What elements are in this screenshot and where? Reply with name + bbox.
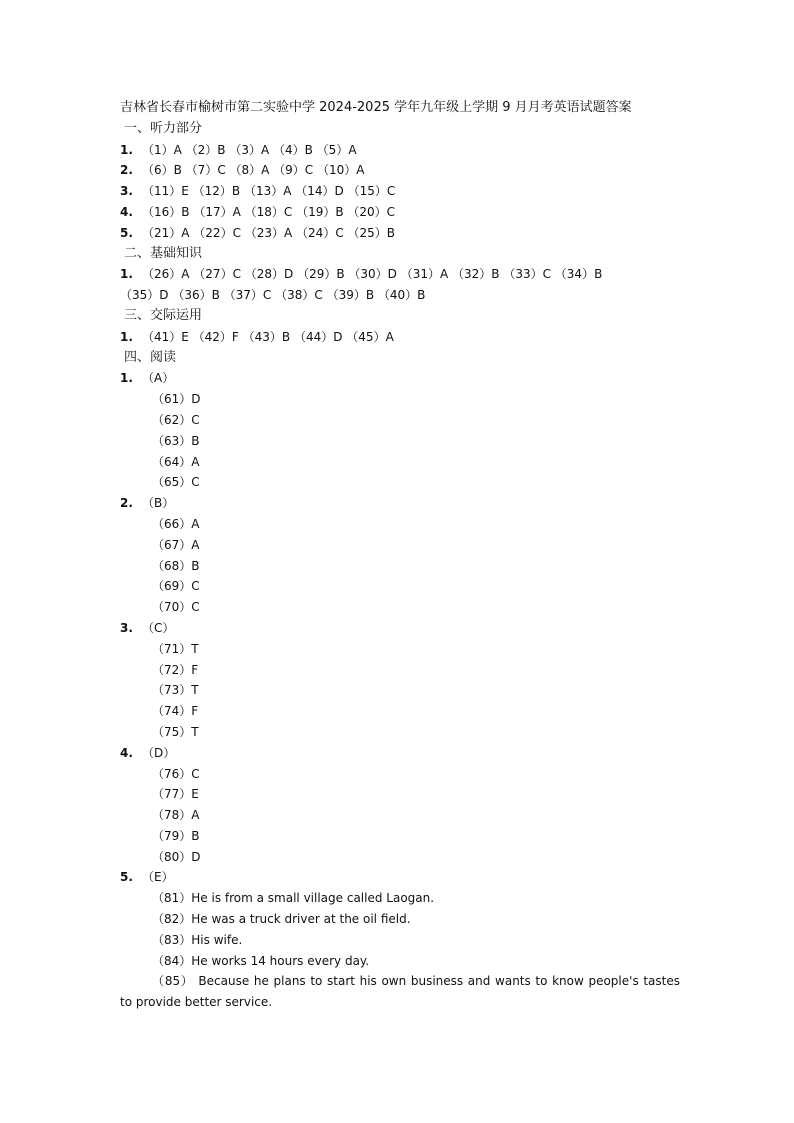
listening-row	[120, 181, 680, 202]
section-heading-communication: 三、交际运用	[124, 307, 203, 323]
reading-answer: （67）A	[152, 537, 200, 552]
answers-text: （16）B （17）A （18）C （19）B （20）C	[142, 204, 396, 219]
reading-answer: （76）C	[152, 766, 200, 781]
group-label: （A）	[142, 371, 175, 386]
reading-answer-long	[120, 971, 680, 1013]
listening-row	[120, 223, 680, 244]
row-number: 1.	[120, 142, 133, 157]
row-number: 4.	[120, 204, 133, 219]
section-heading-reading: 四、阅读	[124, 349, 177, 365]
reading-answer-text: （85） Because he plans to start his own business and wants to know people's tastes to provide better service.	[120, 974, 680, 1010]
reading-answer: （73）T	[152, 683, 199, 698]
reading-answer: （71）T	[152, 641, 199, 656]
row-number: 5.	[120, 870, 133, 885]
section-heading-listening: 一、听力部分	[124, 120, 203, 136]
listening-row	[120, 202, 680, 223]
reading-answer: （72）F	[152, 662, 199, 677]
reading-answer: （77）E	[152, 787, 199, 802]
reading-group-header	[120, 743, 680, 764]
reading-answer: （61）D	[152, 392, 201, 407]
reading-group-header	[120, 867, 680, 888]
reading-answer: （83）His wife.	[152, 932, 243, 947]
reading-answer: （63）B	[152, 433, 200, 448]
answers-text: （41）E （42）F （43）B （44）D （45）A	[142, 329, 394, 344]
row-number: 3.	[120, 620, 133, 635]
reading-answer: （79）B	[152, 828, 200, 843]
answers-text: （21）A （22）C （23）A （24）C （25）B	[142, 225, 396, 240]
basics-row	[120, 264, 680, 285]
row-number: 1.	[120, 329, 133, 344]
listening-row	[120, 140, 680, 161]
group-label: （C）	[142, 620, 175, 635]
section-heading-basics: 二、基础知识	[124, 245, 203, 261]
answers-text: （26）A （27）C （28）D （29）B （30）D （31）A （32）B （33）C （34）B	[142, 267, 603, 282]
reading-answer: （68）B	[152, 558, 200, 573]
group-label: （B）	[142, 496, 175, 511]
reading-answer: （75）T	[152, 724, 199, 739]
reading-answer: （70）C	[152, 600, 200, 615]
row-number: 2.	[120, 163, 133, 178]
row-number: 4.	[120, 745, 133, 760]
answers-text: （6）B （7）C （8）A （9）C （10）A	[142, 163, 365, 178]
answers-text: （11）E （12）B （13）A （14）D （15）C	[142, 184, 396, 199]
document-title: 吉林省长春市榆树市第二实验中学 2024-2025 学年九年级上学期 9 月月考英语试题答案	[120, 100, 632, 115]
reading-answer: （82）He was a truck driver at the oil field.	[152, 912, 411, 927]
communication-row	[120, 327, 680, 348]
reading-answer: （62）C	[152, 412, 200, 427]
answers-text: （1）A （2）B （3）A （4）B （5）A	[142, 142, 357, 157]
reading-group-header	[120, 368, 680, 389]
row-number: 3.	[120, 184, 133, 199]
reading-answer: （64）A	[152, 454, 200, 469]
reading-answer: （74）F	[152, 704, 199, 719]
reading-answer: （65）C	[152, 475, 200, 490]
answer-document	[120, 98, 680, 1013]
basics-row-continued: （35）D （36）B （37）C （38）C （39）B （40）B	[120, 288, 426, 303]
row-number: 5.	[120, 225, 133, 240]
group-label: （E）	[142, 870, 174, 885]
row-number: 1.	[120, 371, 133, 386]
reading-answer: （80）D	[152, 849, 201, 864]
reading-group-header	[120, 618, 680, 639]
reading-answer: （78）A	[152, 808, 200, 823]
reading-answer: （84）He works 14 hours every day.	[152, 953, 370, 968]
reading-answer: （66）A	[152, 516, 200, 531]
listening-row	[120, 160, 680, 181]
group-label: （D）	[142, 745, 176, 760]
row-number: 2.	[120, 496, 133, 511]
row-number: 1.	[120, 267, 133, 282]
reading-group-header	[120, 493, 680, 514]
reading-answer: （69）C	[152, 579, 200, 594]
reading-answer: （81）He is from a small village called Laogan.	[152, 891, 435, 906]
